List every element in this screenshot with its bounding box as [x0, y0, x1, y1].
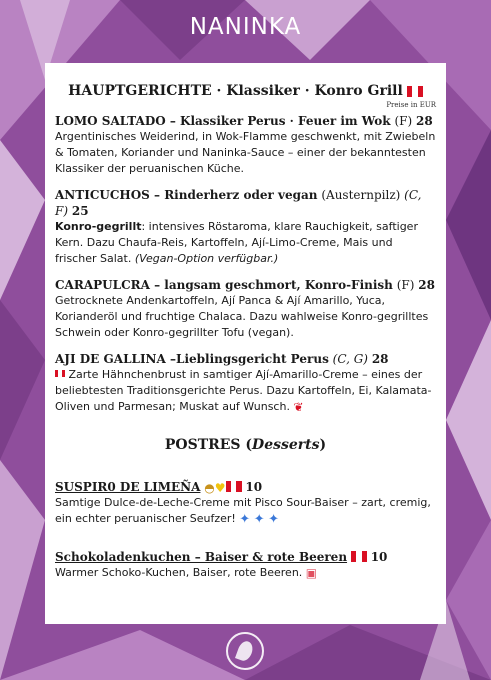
page-title — [55, 83, 436, 99]
peru-flag-icon — [351, 551, 367, 562]
dessert-description — [55, 565, 436, 581]
dish-description-bold: Konro-gegrillt — [55, 220, 142, 233]
dish-heading — [55, 187, 436, 219]
dessert-price: 10 — [370, 550, 388, 564]
dish-tags: (F) — [396, 278, 415, 292]
dessert-name: Schokoladenkuchen – Baiser & rote Beeren — [55, 550, 348, 564]
brand-name: NANINKA — [189, 14, 302, 40]
rooster-icon: ❦ — [293, 400, 304, 414]
dessert-heading — [55, 479, 436, 495]
heart-icon: ♥ — [214, 481, 226, 495]
dessert-item — [55, 479, 436, 527]
dish-description: Getrocknete Andenkartoffeln, Ají Panca & Ají Amarillo, Yuca, Korianderöl und fruchtige Chalaca. Dazu wahlweise Konro-gegrilltes Schwein oder Konro-gegrillter Tofu (vegan). — [55, 294, 429, 339]
dish-name: LOMO SALTADO – Klassiker Perus · Feuer im Wok — [55, 114, 391, 128]
dish-price: 28 — [415, 114, 433, 128]
dish-description — [55, 367, 436, 415]
dish-item — [55, 113, 436, 177]
dish-item — [55, 351, 436, 415]
desserts-heading — [55, 437, 436, 453]
sparkle-icon: ✦ — [253, 512, 265, 527]
dish-name: CARAPULCRA – langsam geschmort, Konro-Finish — [55, 278, 393, 292]
menu-card — [45, 63, 446, 624]
dish-item — [55, 277, 436, 341]
dish-name: AJI DE GALLINA –Lieblingsgericht Perus — [55, 352, 329, 366]
dish-tags: (C, F) — [55, 188, 422, 218]
dessert-name: SUSPIR0 DE LIMEÑA — [55, 480, 201, 494]
dish-heading — [55, 113, 436, 129]
dish-tags: (C, G) — [332, 352, 368, 366]
dish-tags: (F) — [394, 114, 413, 128]
price-note: Preise in EUR — [386, 101, 436, 109]
dish-description-text: : intensives Röstaroma, klare Rauchigkeit, saftiger Kern. Dazu Chaufa-Reis, Kartoffeln, Ají-Limo-Creme, Mais und frischer Salat. — [55, 220, 418, 265]
naninka-logo-icon — [226, 632, 264, 670]
dish-price: 28 — [418, 278, 435, 292]
dessert-price: 10 — [245, 480, 263, 494]
dish-name-extra: (Austernpilz) — [321, 188, 401, 202]
dish-description: Argentinisches Weiderind, in Wok-Flamme geschwenkt, mit Zwiebeln & Tomaten, Koriander und Naninka-Sauce – einer der bekanntesten Klassiker der peruanischen Küche. — [55, 130, 436, 175]
title-text: HAUPTGERICHTE · Klassiker · Konro Grill — [68, 83, 403, 99]
dessert-item — [55, 549, 436, 581]
dish-price: 28 — [371, 352, 389, 366]
dish-price: 25 — [71, 204, 89, 218]
dessert-description-text: Warmer Schoko-Kuchen, Baiser, rote Beeren. — [55, 566, 303, 579]
dessert-heading — [55, 549, 436, 565]
peru-flag-icon — [55, 370, 65, 377]
desserts-title: POSTRES ( — [164, 437, 253, 453]
dessert-description — [55, 495, 436, 527]
dish-description-text: Zarte Hähnchenbrust in samtiger Ají-Amarillo-Creme – eines der beliebtesten Traditionsgerichte Perus. Dazu Kartoffeln, Ei, Kalamata-Oliven und Parmesan; Muskat auf Wunsch. — [55, 368, 432, 413]
flan-icon: ◓ — [204, 481, 215, 495]
dish-item — [55, 187, 436, 267]
sparkle-icon: ✦ — [239, 512, 251, 527]
desserts-subtitle: Desserts — [252, 437, 320, 453]
peru-flag-icon — [407, 86, 423, 97]
peru-flag-icon — [226, 481, 242, 492]
dish-name: ANTICUCHOS – Rinderherz oder vegan — [55, 188, 318, 202]
dish-heading — [55, 351, 436, 367]
dish-description-note: (Vegan-Option verfügbar.) — [134, 252, 279, 265]
dish-heading — [55, 277, 436, 293]
dish-description — [55, 219, 436, 267]
desserts-close: ) — [319, 437, 327, 453]
sparkle-icon: ✦ — [268, 512, 280, 527]
dessert-description-text: Samtige Dulce-de-Leche-Creme mit Pisco Sour-Baiser – zart, cremig, ein echter peruanischer Seufzer! — [55, 496, 431, 525]
cake-icon: ▣ — [305, 566, 318, 580]
